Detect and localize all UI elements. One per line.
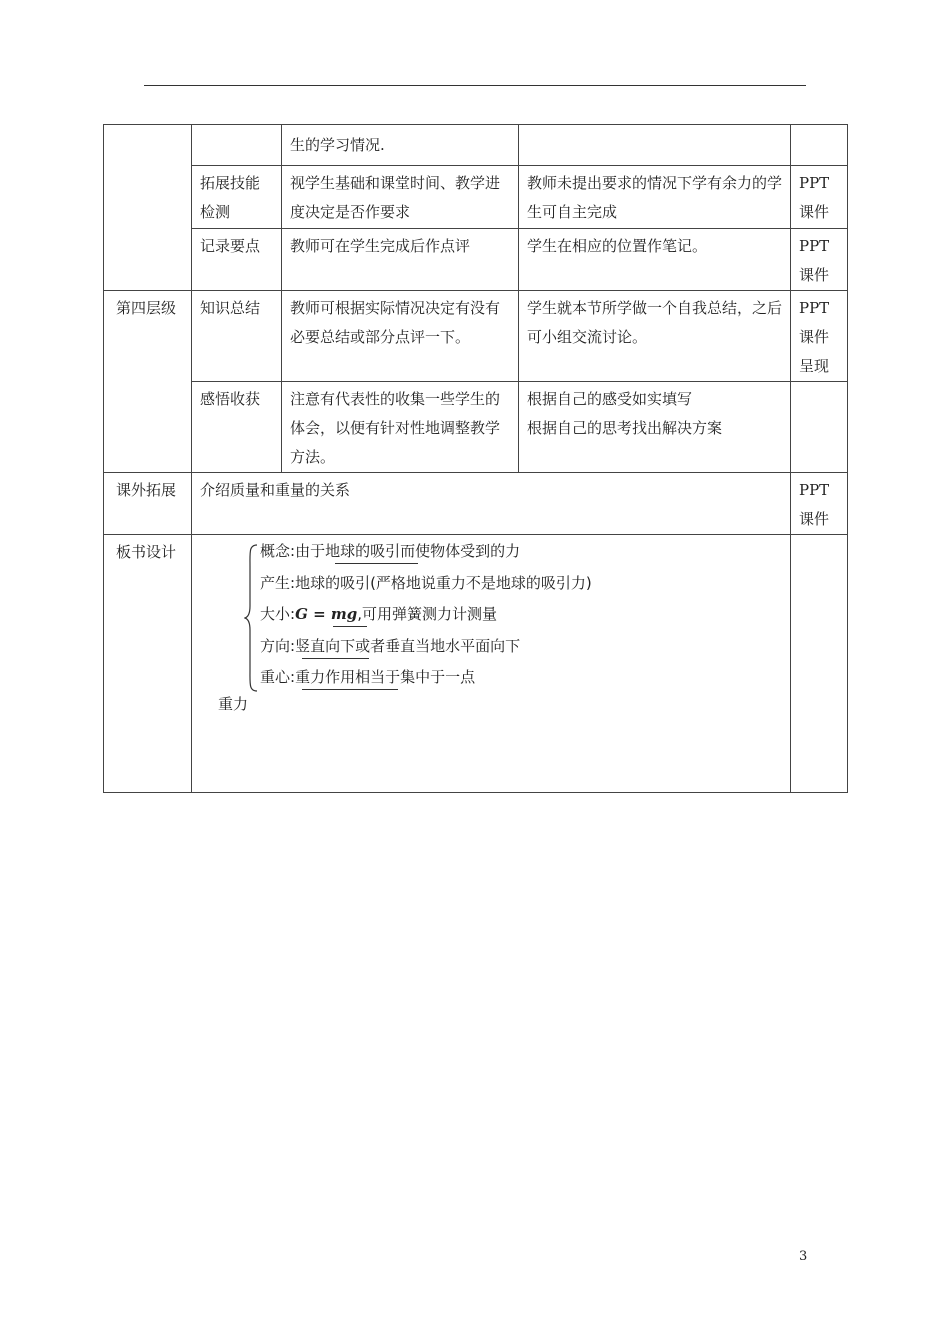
item-cell: 拓展技能检测 [192,166,282,229]
underline-mark [333,626,367,627]
level-cell [104,125,192,291]
media-cell: PPT课件呈现 [791,291,848,382]
extension-label: 课外拓展 [104,473,192,535]
board-key: 产生 [260,574,291,592]
underline-mark [302,689,398,690]
item-cell: 记录要点 [192,229,282,291]
item-cell: 知识总结 [192,291,282,382]
student-cell: 学生就本节所学做一个自我总结，之后可小组交流讨论。 [519,291,791,382]
board-text: :重力作用相当于集中于一点 [290,668,476,686]
table-row [104,535,848,793]
item-cell [192,125,282,166]
student-line: 根据自己的思考找出解决方案 [527,419,723,437]
board-key: 重心 [260,668,291,686]
gravity-equation: G = mg [295,605,358,623]
teacher-cell: 教师可在学生完成后作点评 [282,229,519,291]
board-line-direction [260,635,520,657]
item-cell: 感悟收获 [192,382,282,473]
board-key: 大小 [260,605,291,623]
media-cell [791,382,848,473]
board-key: 方向 [260,637,291,655]
board-text: :竖直向下或者垂直当地水平面向下 [290,637,521,655]
board-title: 重力 [218,695,249,713]
teacher-cell: 注意有代表性的收集一些学生的体会，以便有针对性地调整教学方法。 [282,382,519,473]
student-cell: 学生在相应的位置作笔记。 [519,229,791,291]
table-row [104,382,848,473]
board-key: 概念 [260,542,291,560]
board-design [192,535,790,789]
board-text: ,可用弹簧测力计测量 [357,605,498,623]
teacher-cell: 教师可根据实际情况决定有没有必要总结或部分点评一下。 [282,291,519,382]
lesson-plan-table [103,124,848,793]
board-line-center [260,666,475,688]
teacher-cell: 生的学习情况. [282,125,519,166]
media-cell [791,125,848,166]
board-label: 板书设计 [104,535,192,793]
student-cell [519,382,791,473]
media-cell: PPT课件 [791,229,848,291]
board-text: :地球的吸引(严格地说重力不是地球的吸引力) [290,574,592,592]
left-brace-icon [244,544,258,692]
page-number: 3 [799,1249,808,1264]
header-rule [144,85,806,86]
table-row [104,166,848,229]
student-cell [519,125,791,166]
student-line: 根据自己的感受如实填写 [527,390,693,408]
underline-mark [335,563,418,564]
board-text: : [290,605,296,623]
board-line-origin [260,572,592,594]
level-cell: 第四层级 [104,291,192,473]
underline-mark [302,658,369,659]
media-cell: PPT课件 [791,473,848,535]
board-text: :由于地球的吸引而使物体受到的力 [290,542,521,560]
board-line-magnitude [260,603,497,625]
board-design-cell [192,535,791,793]
table-row [104,229,848,291]
student-cell: 教师未提出要求的情况下学有余力的学生可自主完成 [519,166,791,229]
table-row [104,125,848,166]
media-cell [791,535,848,793]
media-cell: PPT课件 [791,166,848,229]
board-line-concept [260,540,520,562]
table-row [104,473,848,535]
teacher-cell: 视学生基础和课堂时间、教学进度决定是否作要求 [282,166,519,229]
extension-content: 介绍质量和重量的关系 [192,473,791,535]
table-row [104,291,848,382]
